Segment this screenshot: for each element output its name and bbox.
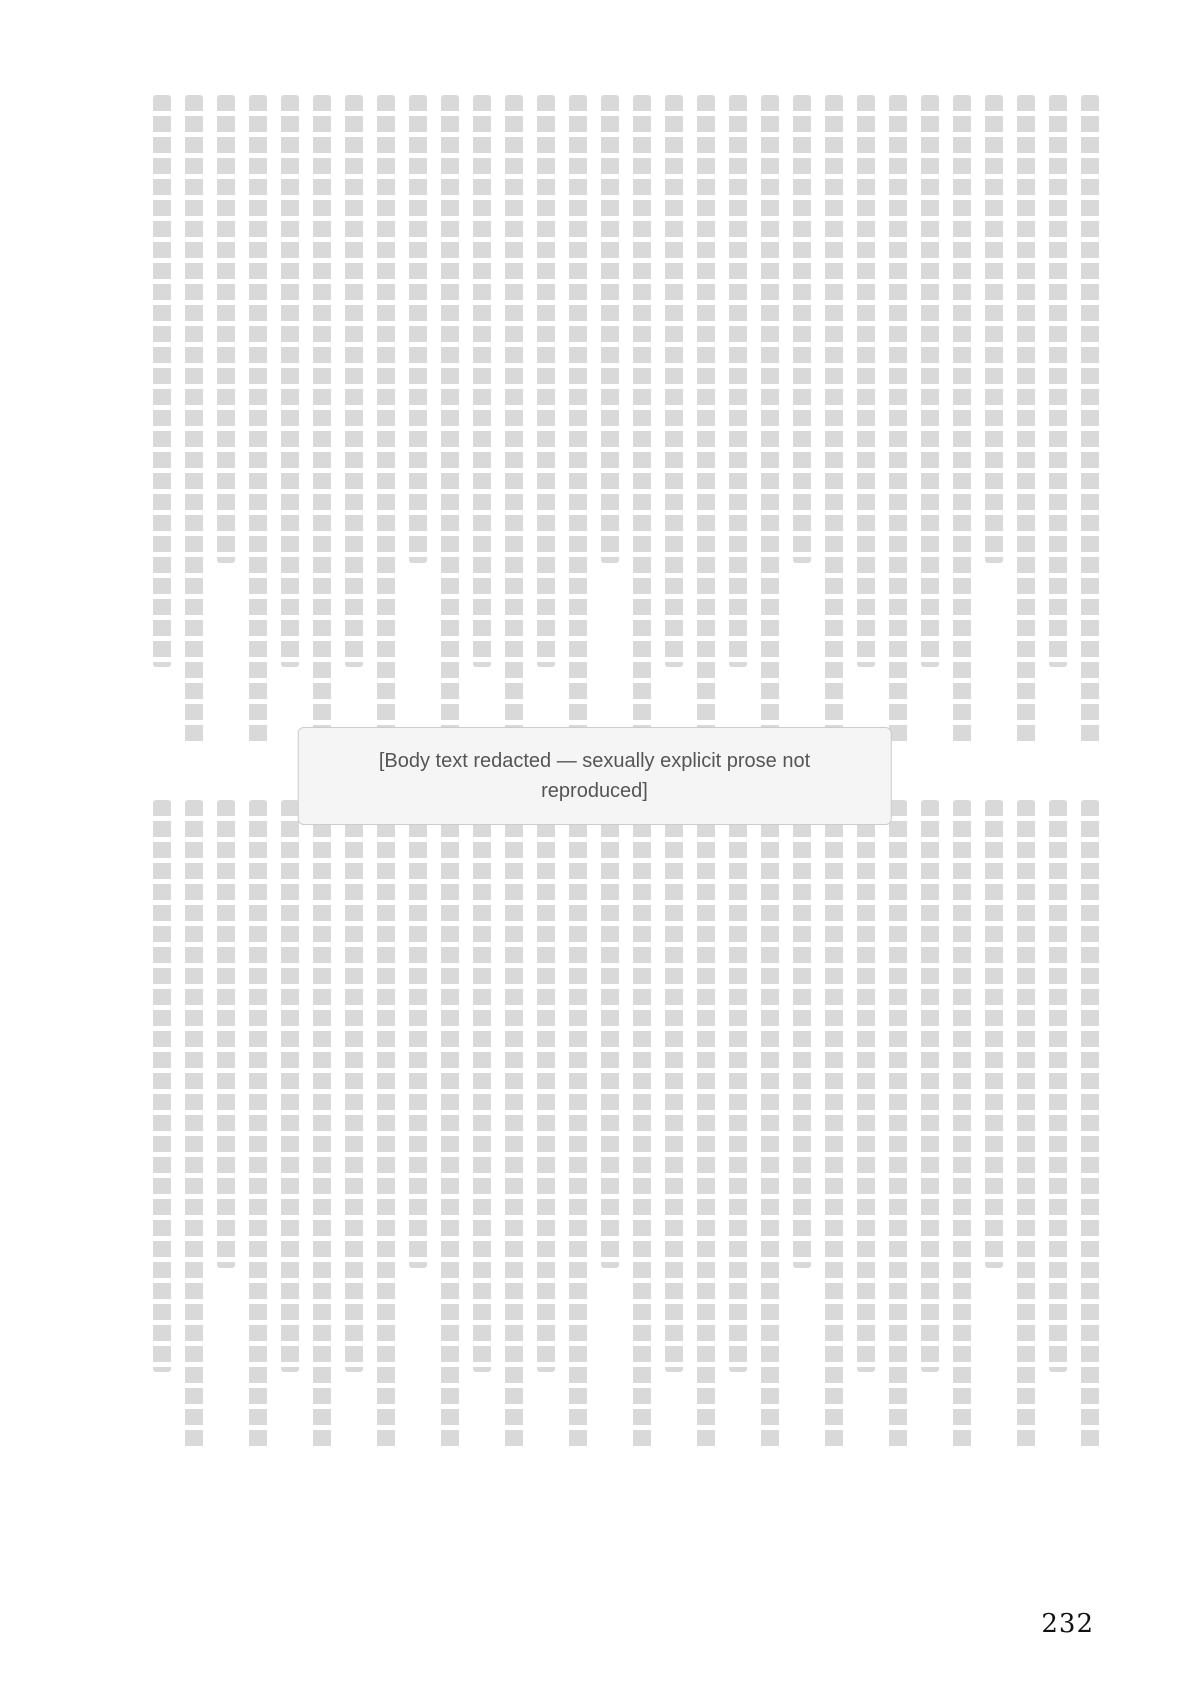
redacted-text-column [665,95,683,667]
redacted-text-column [377,95,395,745]
redacted-text-column [921,800,939,1372]
redacted-text-column [217,800,235,1268]
redacted-text-column [377,800,395,1450]
redacted-text-column [697,95,715,745]
redacted-text-column [313,95,331,745]
redacted-text-column [953,800,971,1450]
text-band-bottom [90,800,1099,1450]
redacted-text-column [185,95,203,745]
redacted-text-column [281,95,299,667]
redacted-text-column [985,800,1003,1268]
redacted-text-column [185,800,203,1450]
redacted-text-column [441,95,459,745]
redacted-text-column [313,800,331,1450]
redacted-text-column [345,95,363,667]
redacted-text-column [473,800,491,1372]
redacted-text-column [825,800,843,1450]
redacted-text-column [1081,800,1099,1450]
redacted-text-column [441,800,459,1450]
redacted-text-column [1017,800,1035,1450]
redacted-text-column [473,95,491,667]
redacted-text-column [633,95,651,745]
redacted-text-column [665,800,683,1372]
redacted-text-column [153,95,171,667]
redacted-text-column [761,800,779,1450]
redacted-text-column [729,800,747,1372]
redacted-text-column [793,800,811,1268]
redacted-text-column [1049,95,1067,667]
redacted-text-column [217,95,235,563]
redacted-text-column [889,800,907,1450]
redacted-text-column [601,800,619,1268]
redacted-text-column [409,95,427,563]
redacted-text-column [1017,95,1035,745]
redacted-text-column [153,800,171,1372]
redacted-text-column [281,800,299,1372]
redacted-text-column [825,95,843,745]
page-number: 232 [1041,1609,1094,1639]
redacted-text-column [505,800,523,1450]
redacted-text-column [1049,800,1067,1372]
redacted-text-column [857,95,875,667]
redacted-text-column [889,95,907,745]
redacted-text-column [921,95,939,667]
redacted-text-column [1081,95,1099,745]
redacted-text-column [409,800,427,1268]
redacted-text-column [985,95,1003,563]
redaction-note: [Body text redacted — sexually explicit prose not reproduced] [297,727,892,825]
redacted-text-column [249,95,267,745]
redacted-text-column [601,95,619,563]
redacted-text-column [793,95,811,563]
redacted-text-column [345,800,363,1372]
redacted-text-column [537,800,555,1372]
redacted-text-column [505,95,523,745]
redacted-text-column [537,95,555,667]
redacted-text-column [249,800,267,1450]
redacted-text-column [857,800,875,1372]
redacted-text-column [569,800,587,1450]
redacted-text-column [633,800,651,1450]
redacted-text-column [953,95,971,745]
redacted-text-column [761,95,779,745]
redacted-text-column [729,95,747,667]
redacted-text-column [569,95,587,745]
text-band-top [90,95,1099,745]
redacted-text-column [697,800,715,1450]
